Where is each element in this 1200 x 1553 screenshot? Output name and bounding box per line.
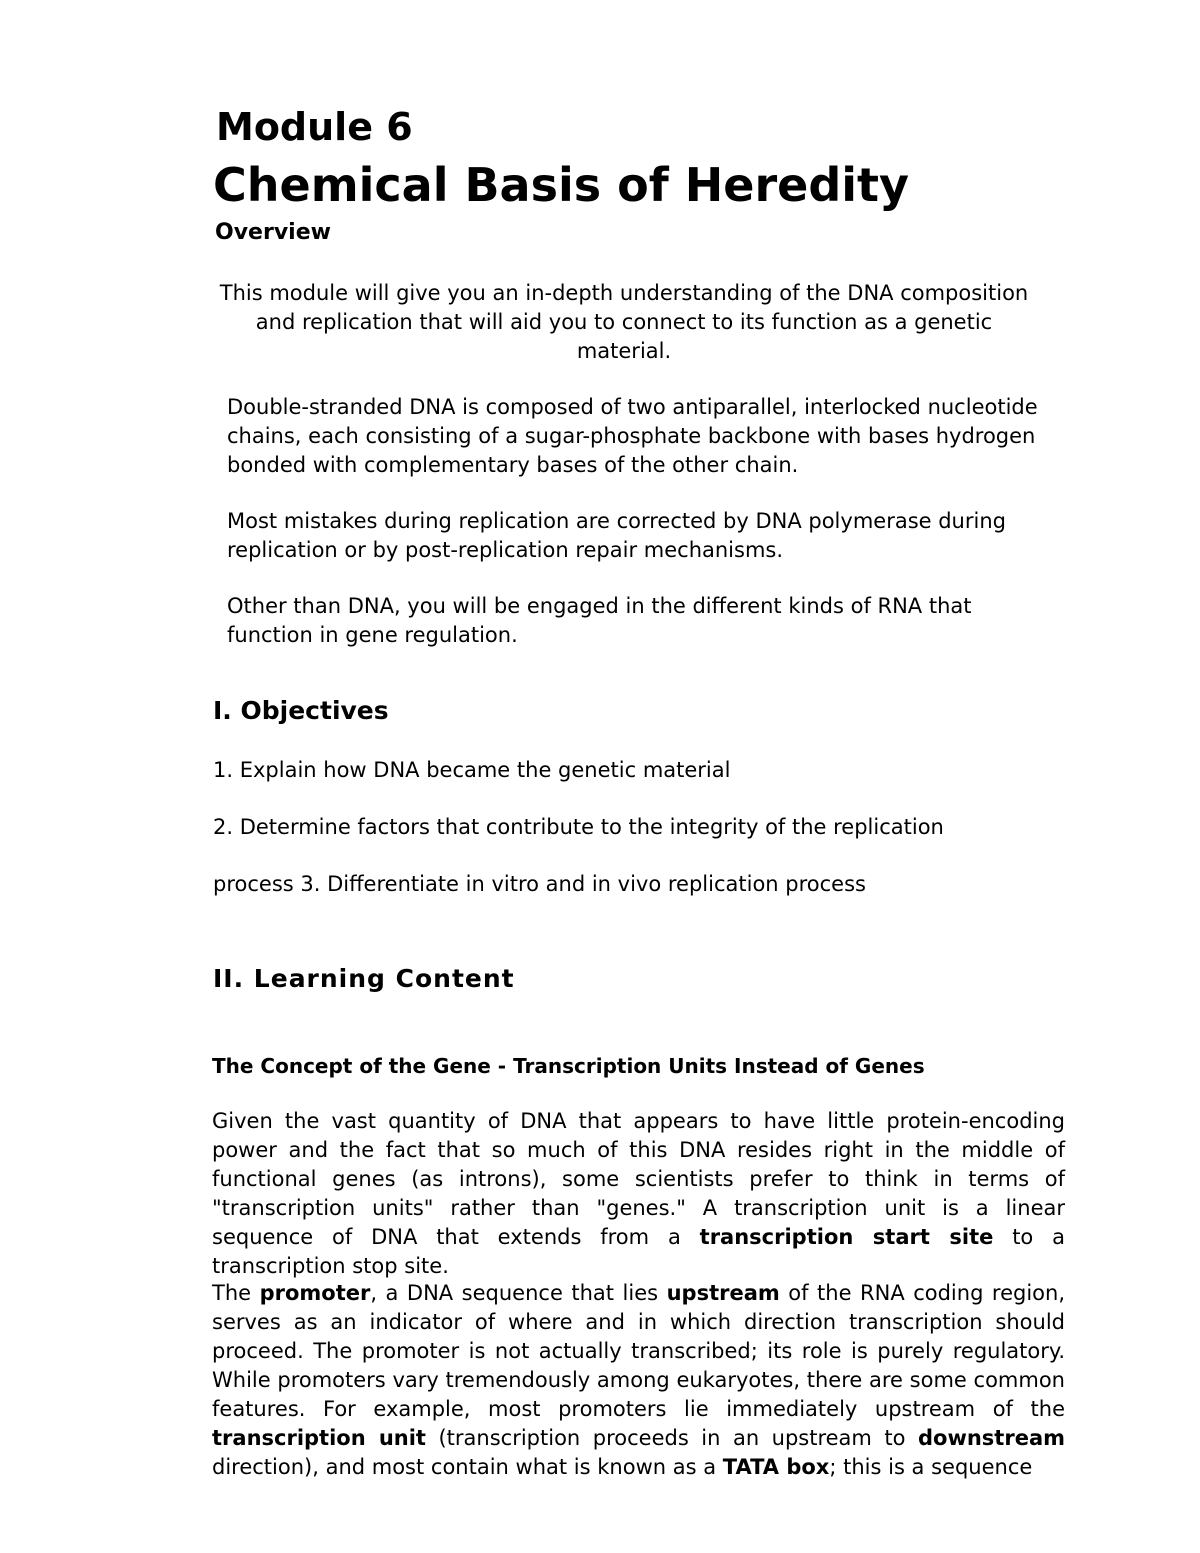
overview-heading: Overview — [215, 220, 331, 245]
body-text: ; this is a sequence — [829, 1455, 1033, 1479]
section-subheading: The Concept of the Gene - Transcription Units Instead of Genes — [212, 1054, 925, 1078]
bold-term: promoter — [259, 1281, 371, 1305]
bold-term: upstream — [666, 1281, 780, 1305]
body-text: (transcription proceeds in an upstream to — [425, 1426, 918, 1450]
body-text: The — [212, 1281, 260, 1305]
objective-item: 2. Determine factors that contribute to the integrity of the replication — [213, 815, 944, 839]
body-paragraph — [212, 1279, 1065, 1482]
bold-term: transcription start site — [699, 1225, 994, 1249]
body-text: , a DNA sequence that lies — [370, 1281, 667, 1305]
body-text: direction), and most contain what is known as a — [212, 1455, 723, 1479]
bold-term: transcription unit — [212, 1426, 426, 1450]
overview-intro: This module will give you an in-depth understanding of the DNA composition and replication that will aid you to connect to its function as a genetic material. — [219, 281, 1029, 363]
body-text: Given the vast quantity of DNA that appears to have little protein-encoding power and the fact that so much of this DNA resides right in the middle of functional genes (as introns), some scientists prefer to think in terms of "transcription units" rather than "genes." A transcription unit is a linear sequence of DNA that extends from a — [212, 1109, 1065, 1249]
body-paragraph — [212, 1107, 1065, 1281]
body-text: of the RNA coding region, serves as an indicator of where and in which direction transcription should proceed. The promoter is not actually transcribed; its role is purely regulatory. While promoters vary tremendously among eukaryotes, there are some common features. For example, most promoters lie immediately upstream of the — [212, 1281, 1066, 1421]
objective-item: process 3. Differentiate in vitro and in vivo replication process — [213, 872, 866, 896]
page-title: Chemical Basis of Heredity — [213, 158, 910, 212]
objectives-heading: I. Objectives — [213, 696, 389, 725]
overview-paragraph: Other than DNA, you will be engaged in the different kinds of RNA that function in gene regulation. — [227, 594, 972, 647]
module-label: Module 6 — [216, 105, 413, 149]
learning-content-heading: II. Learning Content — [213, 964, 515, 993]
bold-term: downstream — [918, 1426, 1065, 1450]
overview-paragraph: Most mistakes during replication are corrected by DNA polymerase during replication or by post-replication repair mechanisms. — [227, 509, 1006, 562]
objective-item: 1. Explain how DNA became the genetic material — [213, 758, 731, 782]
overview-paragraph: Double-stranded DNA is composed of two antiparallel, interlocked nucleotide chains, each consisting of a sugar-phosphate backbone with bases hydrogen bonded with complementary bases of the other chain. — [227, 395, 1038, 477]
body-text: to a transcription stop site. — [212, 1225, 1065, 1278]
bold-term: TATA box — [722, 1455, 830, 1479]
